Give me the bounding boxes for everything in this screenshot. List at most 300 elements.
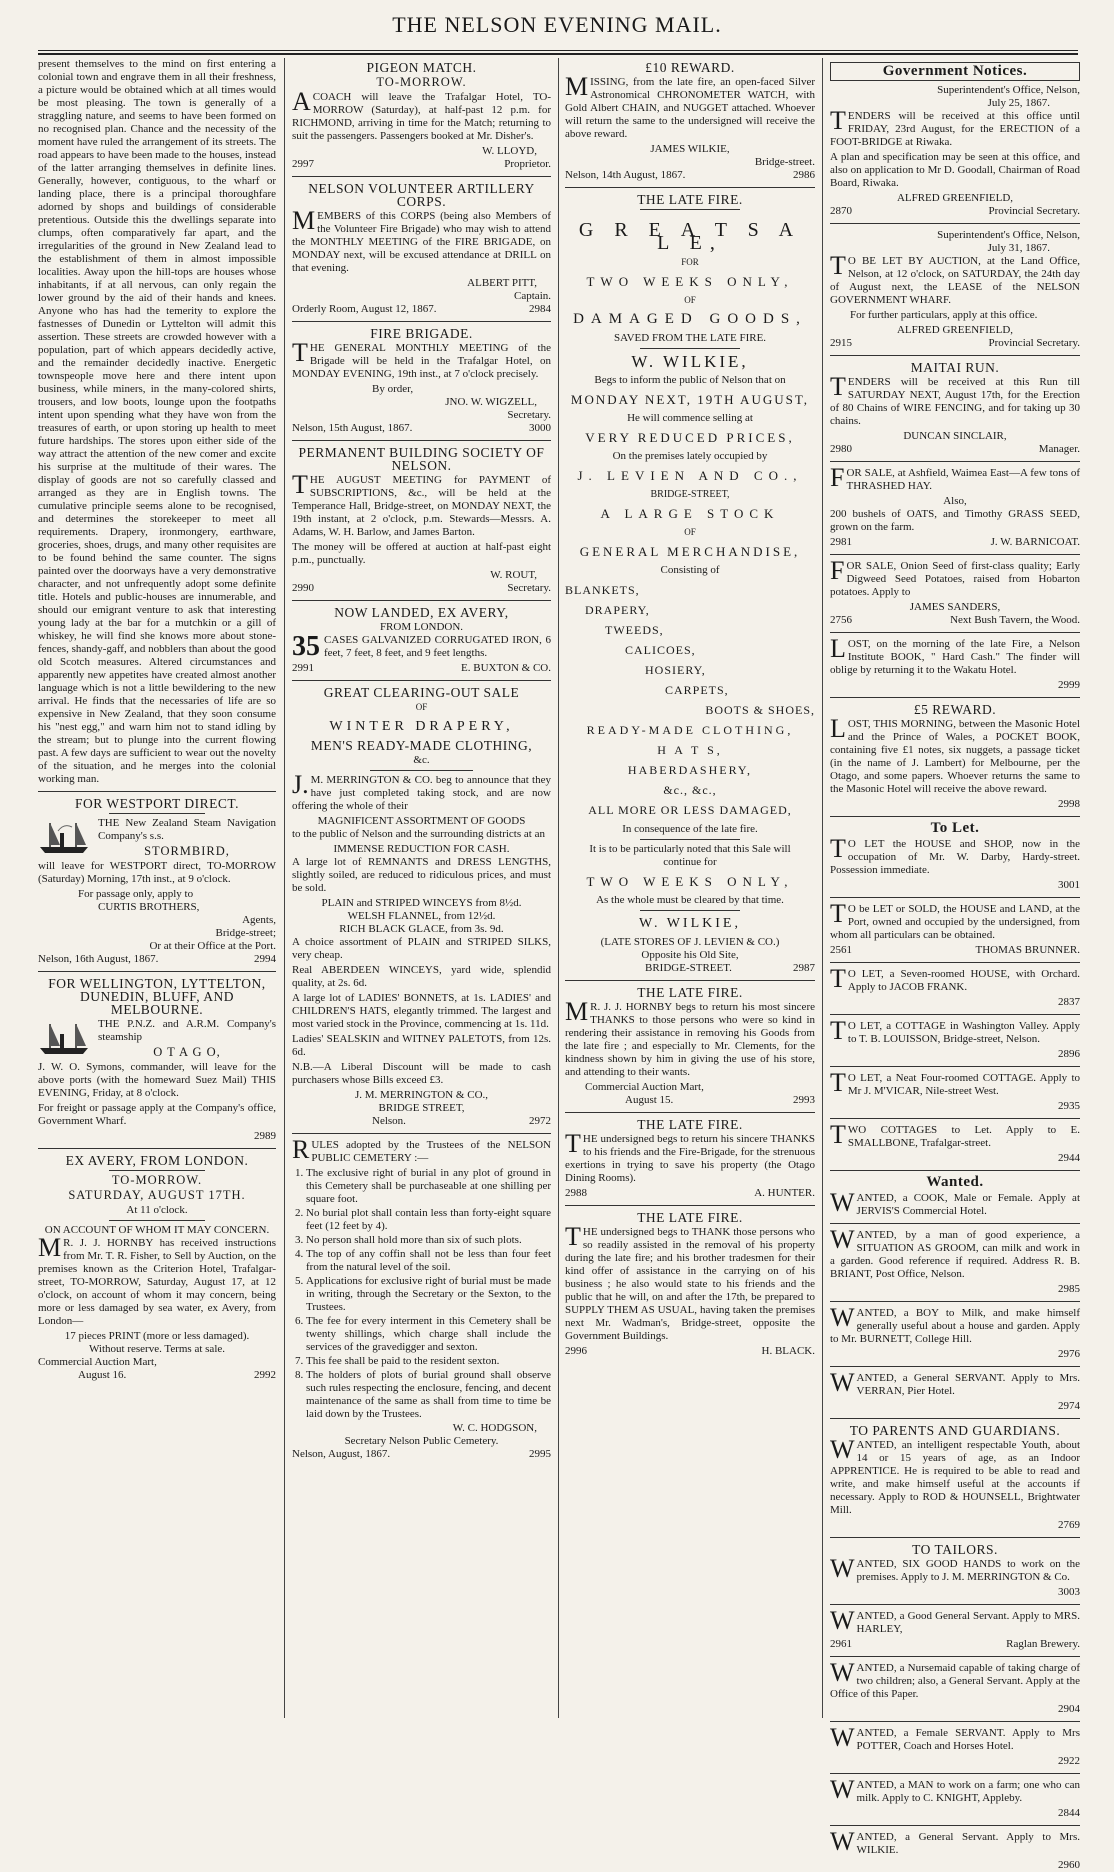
divider (830, 1656, 1080, 1657)
divider (565, 980, 815, 981)
ad-body: WANTED, a General SERVANT. Apply to Mrs. VERRAN, Pier Hotel. (830, 1368, 1080, 1397)
divider (292, 440, 551, 441)
quantity-number: 35 (292, 631, 320, 662)
ad-role: Manager. (1038, 443, 1080, 455)
ad-line: Opposite his Old Site, (641, 949, 739, 961)
ad-line: 17 pieces PRINT (more or less damaged). (64, 1330, 250, 1342)
ad-body: For freight or passage apply at the Company's office, Government Wharf. (38, 1102, 276, 1127)
divider (640, 209, 740, 210)
ad-number: 2974 (1058, 1400, 1080, 1412)
ad-title: THE LATE FIRE. (637, 1117, 743, 1132)
ad-number: 2961 (830, 1638, 852, 1650)
ad-title: RULES adopted by the Trustees of the NELSON PUBLIC CEMETERY :— (292, 1135, 551, 1164)
ad-line: Without reserve. Terms at sale. (88, 1343, 226, 1355)
ad-body: WANTED, SIX GOOD HANDS to work on the premises. Apply to J. M. MERRINGTON & Co. (830, 1554, 1080, 1583)
ad-line: IMMENSE REDUCTION FOR CASH. (333, 843, 510, 855)
rule-item: 1. The exclusive right of burial in any plot of ground in this Cemetery shall be purchaseable at one shilling per square foot. (306, 1167, 551, 1206)
ad-number: 2896 (1058, 1048, 1080, 1060)
ad-signature: JAMES SANDERS, (909, 601, 1001, 613)
ad-body: Real ABERDEEN WINCEYS, yard wide, splendid quality, at 2s. 6d. (292, 964, 551, 989)
ad-body: MR. J. J. HORNBY has received instructions from Mr. T. R. Fisher, to Sell by Auction, on the premises known as the Criterion Hotel, Trafalgar-street, TO-MORROW, Saturday, August 17, at 12 o'clock, on account of whom it may concern, being more or less damaged by sea water, ex Avery, from London— (38, 1233, 276, 1327)
ad-body: THE AUGUST MEETING for PAYMENT of SUBSCRIPTIONS, &c., will be held at the Temperance Hall, Bridge-street, on MONDAY NEXT, the 19th instant, at 2 o'clock, p.m. Stewards—Messrs. A. Adams, W. H. Barlow, and James Barton. (292, 470, 551, 538)
ad-line: It is to be particularly noted that this Sale will (589, 843, 791, 855)
rule-item: 2. No burial plot shall contain less than forty-eight square feet (12 feet by 4). (306, 1207, 551, 1233)
ad-line: Agents, (242, 914, 276, 926)
ad-line: A LARGE STOCK (600, 506, 780, 521)
ad-headline: G R E A T S A L E, (578, 219, 802, 254)
ad-number: 2935 (1058, 1100, 1080, 1112)
fire-brigade-ad (292, 327, 551, 435)
sale-item: TWEEDS, (605, 623, 664, 637)
ad-title: FOR WELLINGTON, LYTTELTON, DUNEDIN, BLUFF, AND MELBOURNE. (48, 976, 266, 1017)
ad-number: 2844 (1058, 1807, 1080, 1819)
divider (830, 461, 1080, 462)
ad-number: 2972 (529, 1115, 551, 1127)
for-sale-hay-ad (830, 463, 1080, 549)
divider (830, 1366, 1080, 1367)
divider (830, 554, 1080, 555)
ad-number: 2904 (1058, 1703, 1080, 1715)
maitai-run-ad (830, 361, 1080, 456)
reward-ad (565, 61, 815, 182)
ad-date: Nelson, 14th August, 1867. (565, 169, 686, 181)
ad-number: 2756 (830, 614, 852, 626)
pigeon-match-ad (292, 61, 551, 171)
divider (292, 600, 551, 601)
ad-title: FIRE BRIGADE. (370, 326, 473, 341)
ad-signature: ALFRED GREENFIELD, (896, 192, 1014, 204)
ad-line: continue for (663, 856, 717, 868)
ad-body: TENDERS will be received at this Run till SATURDAY NEXT, August 17th, for the Erection of 80 Chains of WIRE FENCING, and for taking up 30 chains. (830, 372, 1080, 427)
lost-book-ad (830, 634, 1080, 692)
ad-number: 2915 (830, 337, 852, 349)
ad-line: ON ACCOUNT OF WHOM IT MAY CONCERN. (44, 1224, 270, 1236)
to-let-section (830, 822, 1080, 1165)
ad-line: SAVED FROM THE LATE FIRE. (613, 332, 767, 344)
ad-role: Secretary. (507, 409, 551, 421)
ad-line: By order, (372, 383, 414, 395)
ad-subtitle: TO-MORROW. (111, 1173, 203, 1187)
divider (830, 355, 1080, 356)
masthead-rule-thick (38, 53, 1078, 55)
ad-line: Consisting of (660, 564, 720, 576)
ad-date: Orderly Room, August 12, 1867. (292, 303, 437, 315)
ad-address: BRIDGE-STREET. (645, 962, 732, 974)
ad-body: ACOACH will leave the Trafalgar Hotel, TO-MORROW (Saturday), at half-past 12 p.m. for RICHMOND, arriving in time for the Match; returning to suit the passengers. Passengers booked at Mr. Disher's. (292, 87, 551, 142)
divider (830, 1773, 1080, 1774)
ad-signature: DUNCAN SINCLAIR, (903, 430, 1007, 442)
ad-line: OF (415, 702, 428, 712)
masthead: THE NELSON EVENING MAIL. (392, 12, 722, 37)
ad-signature: JNO. W. WIGZELL, (445, 396, 537, 408)
rules-list (292, 1167, 551, 1421)
divider (830, 1721, 1080, 1722)
ad-signature: J. W. BARNICOAT. (990, 536, 1080, 548)
ad-role: Proprietor. (504, 158, 551, 170)
steamship-icon (38, 1020, 94, 1056)
ad-line: MAGNIFICENT ASSORTMENT OF GOODS (317, 815, 526, 827)
ad-role: Secretary. (507, 582, 551, 594)
ad-headline: DAMAGED GOODS, (573, 311, 807, 327)
hunter-thanks-ad (565, 1118, 815, 1200)
divider (565, 1112, 815, 1113)
ad-role: Captain. (514, 290, 551, 302)
ad-signature: W. C. HODGSON, (452, 1422, 537, 1434)
ad-title: THE LATE FIRE. (637, 985, 743, 1000)
ad-body: WANTED, an intelligent respectable Youth, about 14 or 15 years of age, as an Indoor APPRENTICE. He is required to be able to read and write, and make himself useful at the accounts if necessary. Apply to ROD & HOUNSELL, Brightwater Mill. (830, 1435, 1080, 1516)
divider (109, 1220, 204, 1221)
ad-date: August 15. (625, 1094, 674, 1106)
column-divider (822, 58, 823, 1718)
ad-number: 2992 (254, 1369, 276, 1381)
ad-line: VERY REDUCED PRICES, (585, 430, 795, 445)
ad-number: 2994 (254, 953, 276, 965)
rule-item: 5. Applications for exclusive right of burial must be made in writing, through the Secretary or the Sexton, to the Trustees. (306, 1275, 551, 1314)
ad-body: will leave for WESTPORT direct, TO-MORROW (Saturday) Morning, 17th inst., at 9 o'clock. (38, 860, 276, 885)
ad-line: &c. (413, 754, 430, 766)
ad-body: A large lot of REMNANTS and DRESS LENGTHS, slightly soiled, are reduced to ridiculous prices, and must be sold. (292, 856, 551, 894)
ad-number: 3000 (529, 422, 551, 434)
ad-body: WANTED, a Good General Servant. Apply to MRS. HARLEY, (830, 1606, 1080, 1635)
ad-number: 2976 (1058, 1348, 1080, 1360)
ad-body: MISSING, from the late fire, an open-faced Silver Astronomical CHRONOMETER WATCH, with Gold Albert CHAIN, and NUGGET attached. Whoever will return the same to the undersigned will receive the above reward. (565, 72, 815, 140)
ad-date: August 16. (78, 1369, 127, 1381)
ad-signature: A. HUNTER. (754, 1187, 815, 1199)
section-heading: Wanted. (926, 1174, 984, 1190)
ad-signature: ALBERT PITT, (467, 277, 537, 289)
ad-body: TWO COTTAGES to Let. Apply to E. SMALLBONE, Trafalgar-street. (830, 1120, 1080, 1149)
steamship-icon (38, 819, 94, 855)
ad-body: WANTED, a COOK, Male or Female. Apply at JERVIS'S Commercial Hotel. (830, 1188, 1080, 1217)
ad-body: LOST, on the morning of the late Fire, a Nelson Institute BOOK, " Hard Cash." The finder will oblige by returning it to the Wakatu Hotel. (830, 634, 1080, 676)
ad-body: J. W. O. Symons, commander, will leave for the above ports (with the homeward Suez Mail) THIS EVENING, Friday, at 8 o'clock. (38, 1061, 276, 1099)
ad-number: 3001 (1058, 879, 1080, 891)
ad-address: Next Bush Tavern, the Wood. (950, 614, 1080, 626)
ad-signature: JAMES WILKIE, (650, 143, 730, 155)
ad-body: FOR SALE, at Ashfield, Waimea East—A few tons of THRASHED HAY. (830, 463, 1080, 492)
divider (830, 1066, 1080, 1067)
ad-signature: ALFRED GREENFIELD, (896, 324, 1014, 336)
divider (38, 1148, 276, 1149)
ad-body: FOR SALE, Onion Seed of first-class quality; Early Digweed Seed Potatoes, raised from Hobarton potatoes. Apply to (830, 556, 1080, 598)
ad-line: FOR (681, 257, 699, 267)
notice-office: Superintendent's Office, Nelson, (937, 84, 1080, 96)
ad-line: Also, (943, 495, 967, 507)
ad-body: TO LET the HOUSE and SHOP, now in the occupation of Mr. W. Darby, Hardy-street. Possession immediate. (830, 834, 1080, 876)
divider (370, 770, 474, 771)
ad-line: Bridge-street; (215, 927, 276, 939)
ad-body: A plan and specification may be seen at this office, and also on application to Mr D. Goodall, Chairman of Road Board, Riwaka. (830, 151, 1080, 189)
divider (565, 1205, 815, 1206)
ad-line: Begs to inform the public of Nelson that on (594, 374, 786, 386)
ad-line: As the whole must be cleared by that time. (596, 894, 784, 906)
ad-body: For further particulars, apply at this office. (850, 309, 1038, 321)
ad-number: 2922 (1058, 1755, 1080, 1767)
ad-body: WANTED, a General Servant. Apply to Mrs. WILKIE. (830, 1827, 1080, 1856)
ad-body: N.B.—A Liberal Discount will be made to cash purchasers whose Bills exceed £3. (292, 1061, 551, 1086)
government-notices (830, 62, 1080, 350)
ad-body: J.M. MERRINGTON & CO. beg to announce that they have just completed taking stock, and are now offering the whole of their (292, 770, 551, 812)
ad-body: WANTED, by a man of good experience, a SITUATION AS GROOM, can milk and work in a garden. Good reference if required. Address R. B. BRIANT, Post Office, Nelson. (830, 1225, 1080, 1280)
ad-body: TENDERS will be received at this office until FRIDAY, 23rd August, for the ERECTION of a FOOT-BRIDGE at Riwaka. (830, 106, 1080, 148)
ad-body: The money will be offered at auction at half-past eight p.m., punctually. (292, 541, 551, 566)
ad-body: A choice assortment of PLAIN and STRIPED SILKS, very cheap. (292, 936, 551, 961)
ad-number: 2993 (793, 1094, 815, 1106)
ad-body: to the public of Nelson and the surrounding districts at an (292, 828, 545, 840)
divider (292, 680, 551, 681)
sale-item: CALICOES, (625, 643, 696, 657)
ad-subtitle: FROM LONDON. (379, 621, 464, 633)
ad-title: EX AVERY, FROM LONDON. (65, 1153, 249, 1168)
ad-number: 2981 (830, 536, 852, 548)
ad-number: 2995 (529, 1448, 551, 1460)
ad-number: 3003 (1058, 1586, 1080, 1598)
ex-avery-ad (38, 1154, 276, 1382)
ad-headline: MONDAY NEXT, 19TH AUGUST, (570, 392, 810, 407)
volunteer-ad (292, 182, 551, 316)
divider (830, 697, 1080, 698)
divider (830, 632, 1080, 633)
sale-item: H A T S, (657, 743, 723, 757)
ad-line: On the premises lately occupied by (612, 450, 768, 462)
divider (830, 1604, 1080, 1605)
now-landed-ad (292, 606, 551, 675)
ad-line: TWO WEEKS ONLY, (586, 874, 794, 889)
ad-signature: THOMAS BRUNNER. (975, 944, 1080, 956)
ad-line: At 11 o'clock. (126, 1204, 188, 1216)
ad-number: 2998 (1058, 798, 1080, 810)
divider (830, 1170, 1080, 1171)
ad-body: THE P.N.Z. and A.R.M. Company's steamship (98, 1018, 276, 1043)
ad-line: He will commence selling at (627, 412, 753, 424)
ad-line: For passage only, apply to (78, 888, 194, 900)
sale-item: CARPETS, (665, 683, 729, 697)
hornby-thanks-ad (565, 986, 815, 1107)
ad-subtitle: TO-MORROW. (376, 75, 467, 89)
ad-title: TO TAILORS. (912, 1542, 998, 1557)
divider (830, 897, 1080, 898)
ad-line: Commercial Auction Mart, (38, 1356, 157, 1368)
divider (830, 1825, 1080, 1826)
article-text: present themselves to the mind on first entering a colonial town and engrave them in all their freshness, a picture would be obtained which at all times would be most pleasing. The town is generally of a straggling nature, and seems to have been formed on no recognised plan. Chance and the necessity of the moment have ruled the arrangement of its streets. The road appears to have been made to the houses, instead of the latter arranging themselves in definite lines. Generally, however, contiguous, to the wharf or landing place, there is a principal thoroughfare adorned by shops and buildings of considerable pretentious. Outside this the dwellings separate into clumps, often comparatively far apart, and the irregularities of the ground in New Zealand lead to the establishment of them in almost impossible localities. Away upon the hill-tops are houses whose inhabitants, if at all nervous, can only regain the lower ground by the aid of their hands and knees. Anyone who has had the temerity to explore the fastnesses of Dunedin or Lyttelton will admit this assertion. These streets are crowded however with a population, part of which appears decidedly active, and the remainder decidedly inactive. Energetic townspeople move here and there intent upon business, while miners, in the many-colored shirts, trousers, and low boots, lounge upon the footpaths intent upon spending what they have won from the treasures of earth, or upon storing up health to meet future hardships. The stores upon either side of the way attract the attention of the new comer and excite his surprise at the multitude of their wares. The display of goods are not so carefully classed and arranged as they are in English towns. The cumulative principle seems alone to be recognised, and determines the storekeeper to meet all requirements. Drapery, ironmongery, earthware, groceries, shoes, drugs, and many other requisites are to be found behind the same counter. The signs painted over the doorways have a very demonstrative character, and not unfrequently adopt some definite title. Hotels and public-houses are innumerable, and should our emigrant venture to ask that interesting young lady at the bar for a mutchkin or a gill of whiskey, he will find she knows more about stone-fences, shandy-gaff, and nobblers than about the good old Scotch measures. Altered circumstances and apparently new appetites have created almost another language which is not a little bewildering to the new arrival. He finds that the necessaries of life are so expensive in New Zealand, that they soon consume his "nest egg," and warn him not to stand idling by the stream; but to plunge into the current flowing past. A few days are sufficient to wear out the novelty of the situation, and he merges into the colonial working man. (38, 58, 276, 785)
ad-headline: W. WILKIE, (631, 352, 749, 371)
ad-body: WANTED, a Nursemaid capable of taking charge of two children; also, a General Servant. Apply at the Office of this Paper. (830, 1658, 1080, 1700)
ad-number: 2988 (565, 1187, 587, 1199)
ad-line: BRIDGE-STREET, (650, 489, 730, 500)
sale-item: HABERDASHERY, (627, 763, 753, 777)
ad-line: GENERAL MERCHANDISE, (579, 544, 801, 559)
ship-name: STORMBIRD, (144, 844, 230, 858)
ad-number: 2986 (793, 169, 815, 181)
ad-number: 2997 (292, 158, 314, 170)
divider (830, 1418, 1080, 1419)
ad-number: 2769 (1058, 1519, 1080, 1531)
rule-item: 3. No person shall hold more than six of such plots. (306, 1234, 551, 1247)
ad-headline: WINTER DRAPERY, (329, 719, 514, 734)
ad-title: TO PARENTS AND GUARDIANS. (849, 1423, 1061, 1438)
ad-title: NOW LANDED, EX AVERY, (334, 605, 509, 620)
ad-body: LOST, THIS MORNING, between the Masonic Hotel and the Prince of Wales, a POCKET BOOK, containing five £1 notes, six nuggets, a passage ticket (in the name of J. Lambert) for Melbourne, per the Otago, and some papers. Whoever returns the same to the Masonic Hotel will receive the above reward. (830, 714, 1080, 795)
divider (830, 1014, 1080, 1015)
ad-number: 2984 (529, 303, 551, 315)
ad-line: OF (684, 527, 696, 537)
divider (292, 1133, 551, 1134)
ad-signature: H. BLACK. (761, 1345, 815, 1357)
ad-number: 2991 (292, 662, 314, 674)
cemetery-rules-ad (292, 1135, 551, 1461)
ad-body: TO be LET or SOLD, the HOUSE and LAND, at the Port, owned and occupied by the undersigned, from whom all particulars can be obtained. (830, 899, 1080, 941)
ad-number: 2960 (1058, 1859, 1080, 1871)
ad-signature: J. M. MERRINGTON & CO., (354, 1089, 489, 1101)
ad-number: 2999 (1058, 679, 1080, 691)
tailors-ad (830, 1543, 1080, 1872)
ad-signature: E. BUXTON & CO. (461, 662, 551, 674)
ad-line: ALL MORE OR LESS DAMAGED, (588, 803, 792, 817)
notice-date: July 31, 1867. (987, 242, 1050, 254)
ad-title: THE LATE FIRE. (637, 1210, 743, 1225)
sale-item: HOSIERY, (645, 663, 706, 677)
ad-body: WANTED, a MAN to work on a farm; one who can milk. Apply to C. KNIGHT, Appleby. (830, 1775, 1080, 1804)
ad-number: 2944 (1058, 1152, 1080, 1164)
ad-body: WANTED, a BOY to Milk, and make himself generally useful about a house and garden. Apply to Mr. BURNETT, College Hill. (830, 1303, 1080, 1345)
parents-guardians-ad (830, 1424, 1080, 1532)
ad-body: TO BE LET BY AUCTION, at the Land Office, Nelson, at 12 o'clock, on SATURDAY, the 24th day of August next, the LEASE of the NELSON GOVERNMENT WHARF. (830, 251, 1080, 306)
ad-body: TO LET, a COTTAGE in Washington Valley. Apply to T. B. LOUISSON, Bridge-street, Nelson. (830, 1016, 1080, 1045)
divider (830, 1223, 1080, 1224)
ad-address: BRIDGE STREET, (378, 1102, 465, 1114)
ad-role: Secretary Nelson Public Cemetery. (344, 1435, 499, 1447)
sale-item: &c., &c., (663, 783, 717, 797)
ad-line: WELSH FLANNEL, from 12½d. (347, 910, 496, 922)
ad-town: Nelson. (372, 1115, 406, 1127)
notice-office: Superintendent's Office, Nelson, (937, 229, 1080, 241)
ad-line: Commercial Auction Mart, (585, 1081, 704, 1093)
sale-item: BLANKETS, (565, 583, 640, 597)
divider (640, 348, 740, 349)
ad-line: In consequence of the late fire. (622, 823, 758, 835)
column-4 (830, 58, 1080, 1871)
ad-line: OF (684, 295, 696, 305)
divider (109, 813, 204, 814)
ad-title: THE LATE FIRE. (637, 192, 743, 207)
ad-line: TWO WEEKS ONLY, (586, 274, 794, 289)
ad-title: NELSON VOLUNTEER ARTILLERY CORPS. (308, 181, 535, 209)
divider (830, 1118, 1080, 1119)
column-divider (284, 58, 285, 1718)
ad-body: MR. J. J. HORNBY begs to return his most sincere THANKS to those persons who were so kind in rendering their assistance in removing his Goods from the late fire ; and especially to Mr. Clements, for the kindness shown by him in giving the use of his store, and attending to their wants. (565, 997, 815, 1078)
sale-item: BOOTS & SHOES, (705, 703, 815, 717)
rule-item: 7. This fee shall be paid to the resident sexton. (306, 1355, 551, 1368)
reward-5-ad (830, 703, 1080, 811)
wanted-section (830, 1176, 1080, 1413)
divider (830, 962, 1080, 963)
ad-address: Bridge-street. (754, 156, 815, 168)
ad-body: MEMBERS of this CORPS (being also Members of the Volunteer Fire Brigade) who may wish to attend the MONTHLY MEETING of the FIRE BRIGADE, on MONDAY next, will be excused attendance at DRILL on that evening. (292, 206, 551, 274)
ad-number: 2980 (830, 443, 852, 455)
ad-body: A large lot of LADIES' BONNETS, at 1s. LADIES' and CHILDREN'S HATS, elegantly trimmed. The largest and most varied stock in the Province, commencing at 1s. 11d. (292, 992, 551, 1030)
divider (109, 1170, 204, 1171)
ad-title: £5 REWARD. (913, 702, 997, 717)
ad-line: (LATE STORES OF J. LEVIEN & CO.) (600, 936, 780, 948)
sale-item: READY-MADE CLOTHING, (586, 723, 794, 737)
column-2 (292, 58, 551, 1718)
ad-signature: W. LLOYD, (482, 145, 537, 157)
divider (565, 187, 815, 188)
ad-line: PLAIN and STRIPED WINCEYS from 8½d. (321, 897, 522, 909)
ad-number: 2870 (830, 205, 852, 217)
divider (830, 1301, 1080, 1302)
ad-body: Ladies' SEALSKIN and WITNEY PALETOTS, from 12s. 6d. (292, 1033, 551, 1058)
divider (640, 910, 740, 911)
ad-title: FOR WESTPORT DIRECT. (74, 796, 240, 811)
ad-line: CURTIS BROTHERS, (98, 901, 200, 913)
divider (640, 839, 740, 840)
clearing-sale-ad (292, 686, 551, 1128)
ad-number: 2987 (793, 962, 815, 974)
ad-date: Nelson, 15th August, 1867. (292, 422, 413, 434)
ad-number: 2985 (1058, 1283, 1080, 1295)
rule-item: 4. The top of any coffin shall not be less than four feet from the natural level of the soil. (306, 1248, 551, 1274)
ad-headline: MEN'S READY-MADE CLOTHING, (310, 738, 533, 753)
ad-body: THE GENERAL MONTHLY MEETING of the Brigade will be held in the Trafalgar Hotel, on MONDAY EVENING, 19th inst., at 7 o'clock precisely. (292, 338, 551, 380)
notice-date: July 25, 1867. (987, 97, 1050, 109)
ad-body: THE undersigned begs to return his sincere THANKS to his friends and the Fire-Brigade, for the strenuous exertions in trying to save his property (the Otago Dining Rooms). (565, 1129, 815, 1184)
section-heading: Government Notices. (830, 62, 1080, 81)
ship-name: O T A G O, (153, 1045, 221, 1059)
ad-address: Raglan Brewery. (1006, 1638, 1080, 1650)
divider (830, 223, 1080, 224)
ad-role: Provincial Secretary. (988, 337, 1080, 349)
column-divider (558, 58, 559, 1718)
divider (38, 791, 276, 792)
ad-title: MAITAI RUN. (910, 360, 1000, 375)
ad-role: Provincial Secretary. (988, 205, 1080, 217)
divider (830, 1537, 1080, 1538)
ad-line: RICH BLACK GLACE, from 3s. 9d. (339, 923, 504, 935)
section-heading: To Let. (930, 820, 980, 836)
divider (38, 971, 276, 972)
ad-title: £10 REWARD. (645, 60, 735, 75)
sale-item: DRAPERY, (585, 603, 650, 617)
rule-item: 6. The fee for every interment in this Cemetery shall be twenty shillings, which charge shall include the services of the gravedigger and sexton. (306, 1315, 551, 1354)
ad-body: WANTED, a Female SERVANT. Apply to Mrs POTTER, Coach and Horses Hotel. (830, 1723, 1080, 1752)
ad-number: 2561 (830, 944, 852, 956)
ad-line: Or at their Office at the Port. (149, 940, 276, 952)
ad-number: 2996 (565, 1345, 587, 1357)
black-thanks-ad (565, 1211, 815, 1358)
column-1 (38, 58, 276, 1718)
ad-date: Nelson, 16th August, 1867. (38, 953, 159, 965)
divider (292, 176, 551, 177)
ad-title: GREAT CLEARING-OUT SALE (323, 685, 520, 700)
ad-number: 2837 (1058, 996, 1080, 1008)
ad-number: 2989 (254, 1130, 276, 1142)
ad-body: CASES GALVANIZED CORRUGATED IRON, 6 feet, 7 feet, 8 feet, and 9 feet lengths. (324, 634, 551, 659)
ad-line: J. LEVIEN AND CO., (577, 468, 803, 483)
building-society-ad (292, 446, 551, 595)
wellington-ad (38, 977, 276, 1143)
ad-title: PERMANENT BUILDING SOCIETY OF NELSON. (298, 445, 545, 473)
ad-signature: W. ROUT, (490, 569, 537, 581)
divider (830, 816, 1080, 817)
ad-subtitle: SATURDAY, AUGUST 17TH. (68, 1188, 246, 1202)
ad-date: Nelson, August, 1867. (292, 1448, 391, 1460)
ad-body: THE New Zealand Steam Navigation Company's s.s. (98, 817, 276, 842)
ad-number: 2990 (292, 582, 314, 594)
great-sale-ad (565, 193, 815, 975)
ad-body: TO LET, a Seven-roomed HOUSE, with Orchard. Apply to JACOB FRANK. (830, 964, 1080, 993)
column-3 (565, 58, 815, 1718)
